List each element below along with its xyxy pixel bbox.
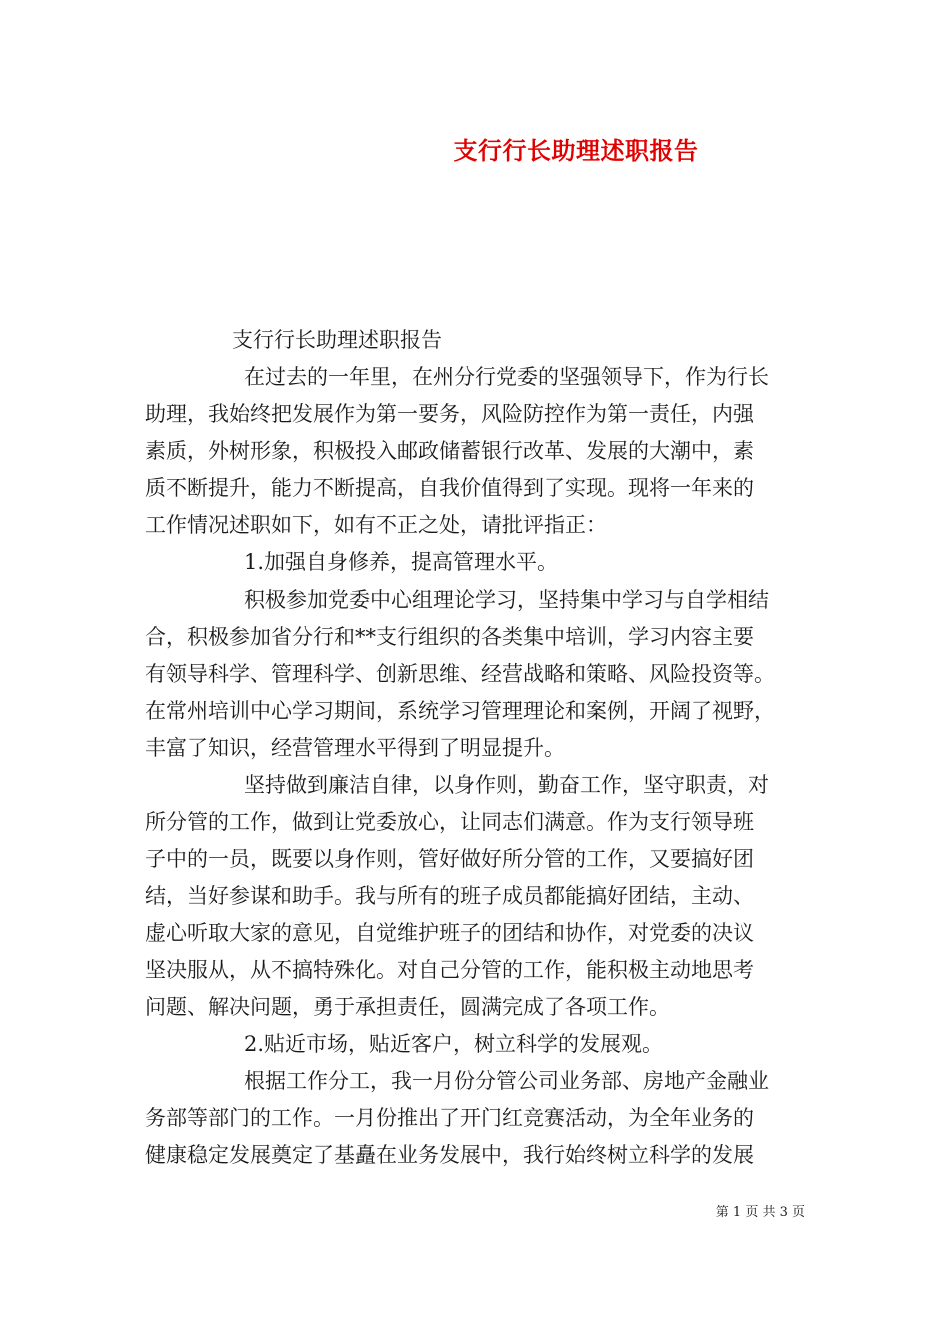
body-line: 积极参加党委中心组理论学习，坚持集中学习与自学相结: [244, 588, 769, 612]
body-line: 坚决服从，从不搞特殊化。对自己分管的工作，能积极主动地思考: [145, 958, 754, 982]
document-title: 支行行长助理述职报告: [453, 136, 699, 165]
body-line: 虚心听取大家的意见，自觉维护班子的团结和协作，对党委的决议: [145, 921, 754, 945]
body-line: 合，积极参加省分行和**支行组织的各类集中培训，学习内容主要: [145, 625, 754, 649]
body-line: 健康稳定发展奠定了基矗在业务发展中，我行始终树立科学的发展: [145, 1143, 754, 1167]
body-line: 在常州培训中心学习期间，系统学习管理理论和案例，开阔了视野，: [145, 699, 775, 723]
body-line: 坚持做到廉洁自律，以身作则，勤奋工作，坚守职责，对: [244, 773, 769, 797]
body-line: 素质，外树形象，积极投入邮政储蓄银行改革、发展的大潮中，素: [145, 439, 754, 463]
body-line: 丰富了知识，经营管理水平得到了明显提升。: [145, 736, 565, 760]
body-line: 助理，我始终把发展作为第一要务，风险防控作为第一责任，内强: [145, 402, 754, 426]
section-heading: 2.贴近市场，贴近客户，树立科学的发展观。: [244, 1032, 664, 1056]
body-line: 务部等部门的工作。一月份推出了开门红竞赛活动，为全年业务的: [145, 1106, 754, 1130]
body-line: 工作情况述职如下，如有不正之处，请批评指正：: [145, 513, 607, 537]
body-line: 子中的一员，既要以身作则，管好做好所分管的工作，又要搞好团: [145, 847, 754, 871]
body-line: 问题、解决问题，勇于承担责任，圆满完成了各项工作。: [145, 995, 670, 1019]
section-heading: 1.加强自身修养，提高管理水平。: [244, 550, 559, 574]
body-line: 有领导科学、管理科学、创新思维、经营战略和策略、风险投资等。: [145, 662, 775, 686]
body-line: 质不断提升，能力不断提高，自我价值得到了实现。现将一年来的: [145, 476, 754, 500]
page-footer: 第 1 页 共 3 页: [715, 1205, 805, 1220]
body-line: 根据工作分工，我一月份分管公司业务部、房地产金融业: [244, 1069, 769, 1093]
body-line: 结，当好参谋和助手。我与所有的班子成员都能搞好团结，主动、: [145, 884, 754, 908]
body-line: 在过去的一年里，在州分行党委的坚强领导下，作为行长: [244, 365, 769, 389]
document-subtitle: 支行行长助理述职报告: [232, 328, 442, 352]
body-line: 所分管的工作，做到让党委放心，让同志们满意。作为支行领导班: [145, 810, 754, 834]
